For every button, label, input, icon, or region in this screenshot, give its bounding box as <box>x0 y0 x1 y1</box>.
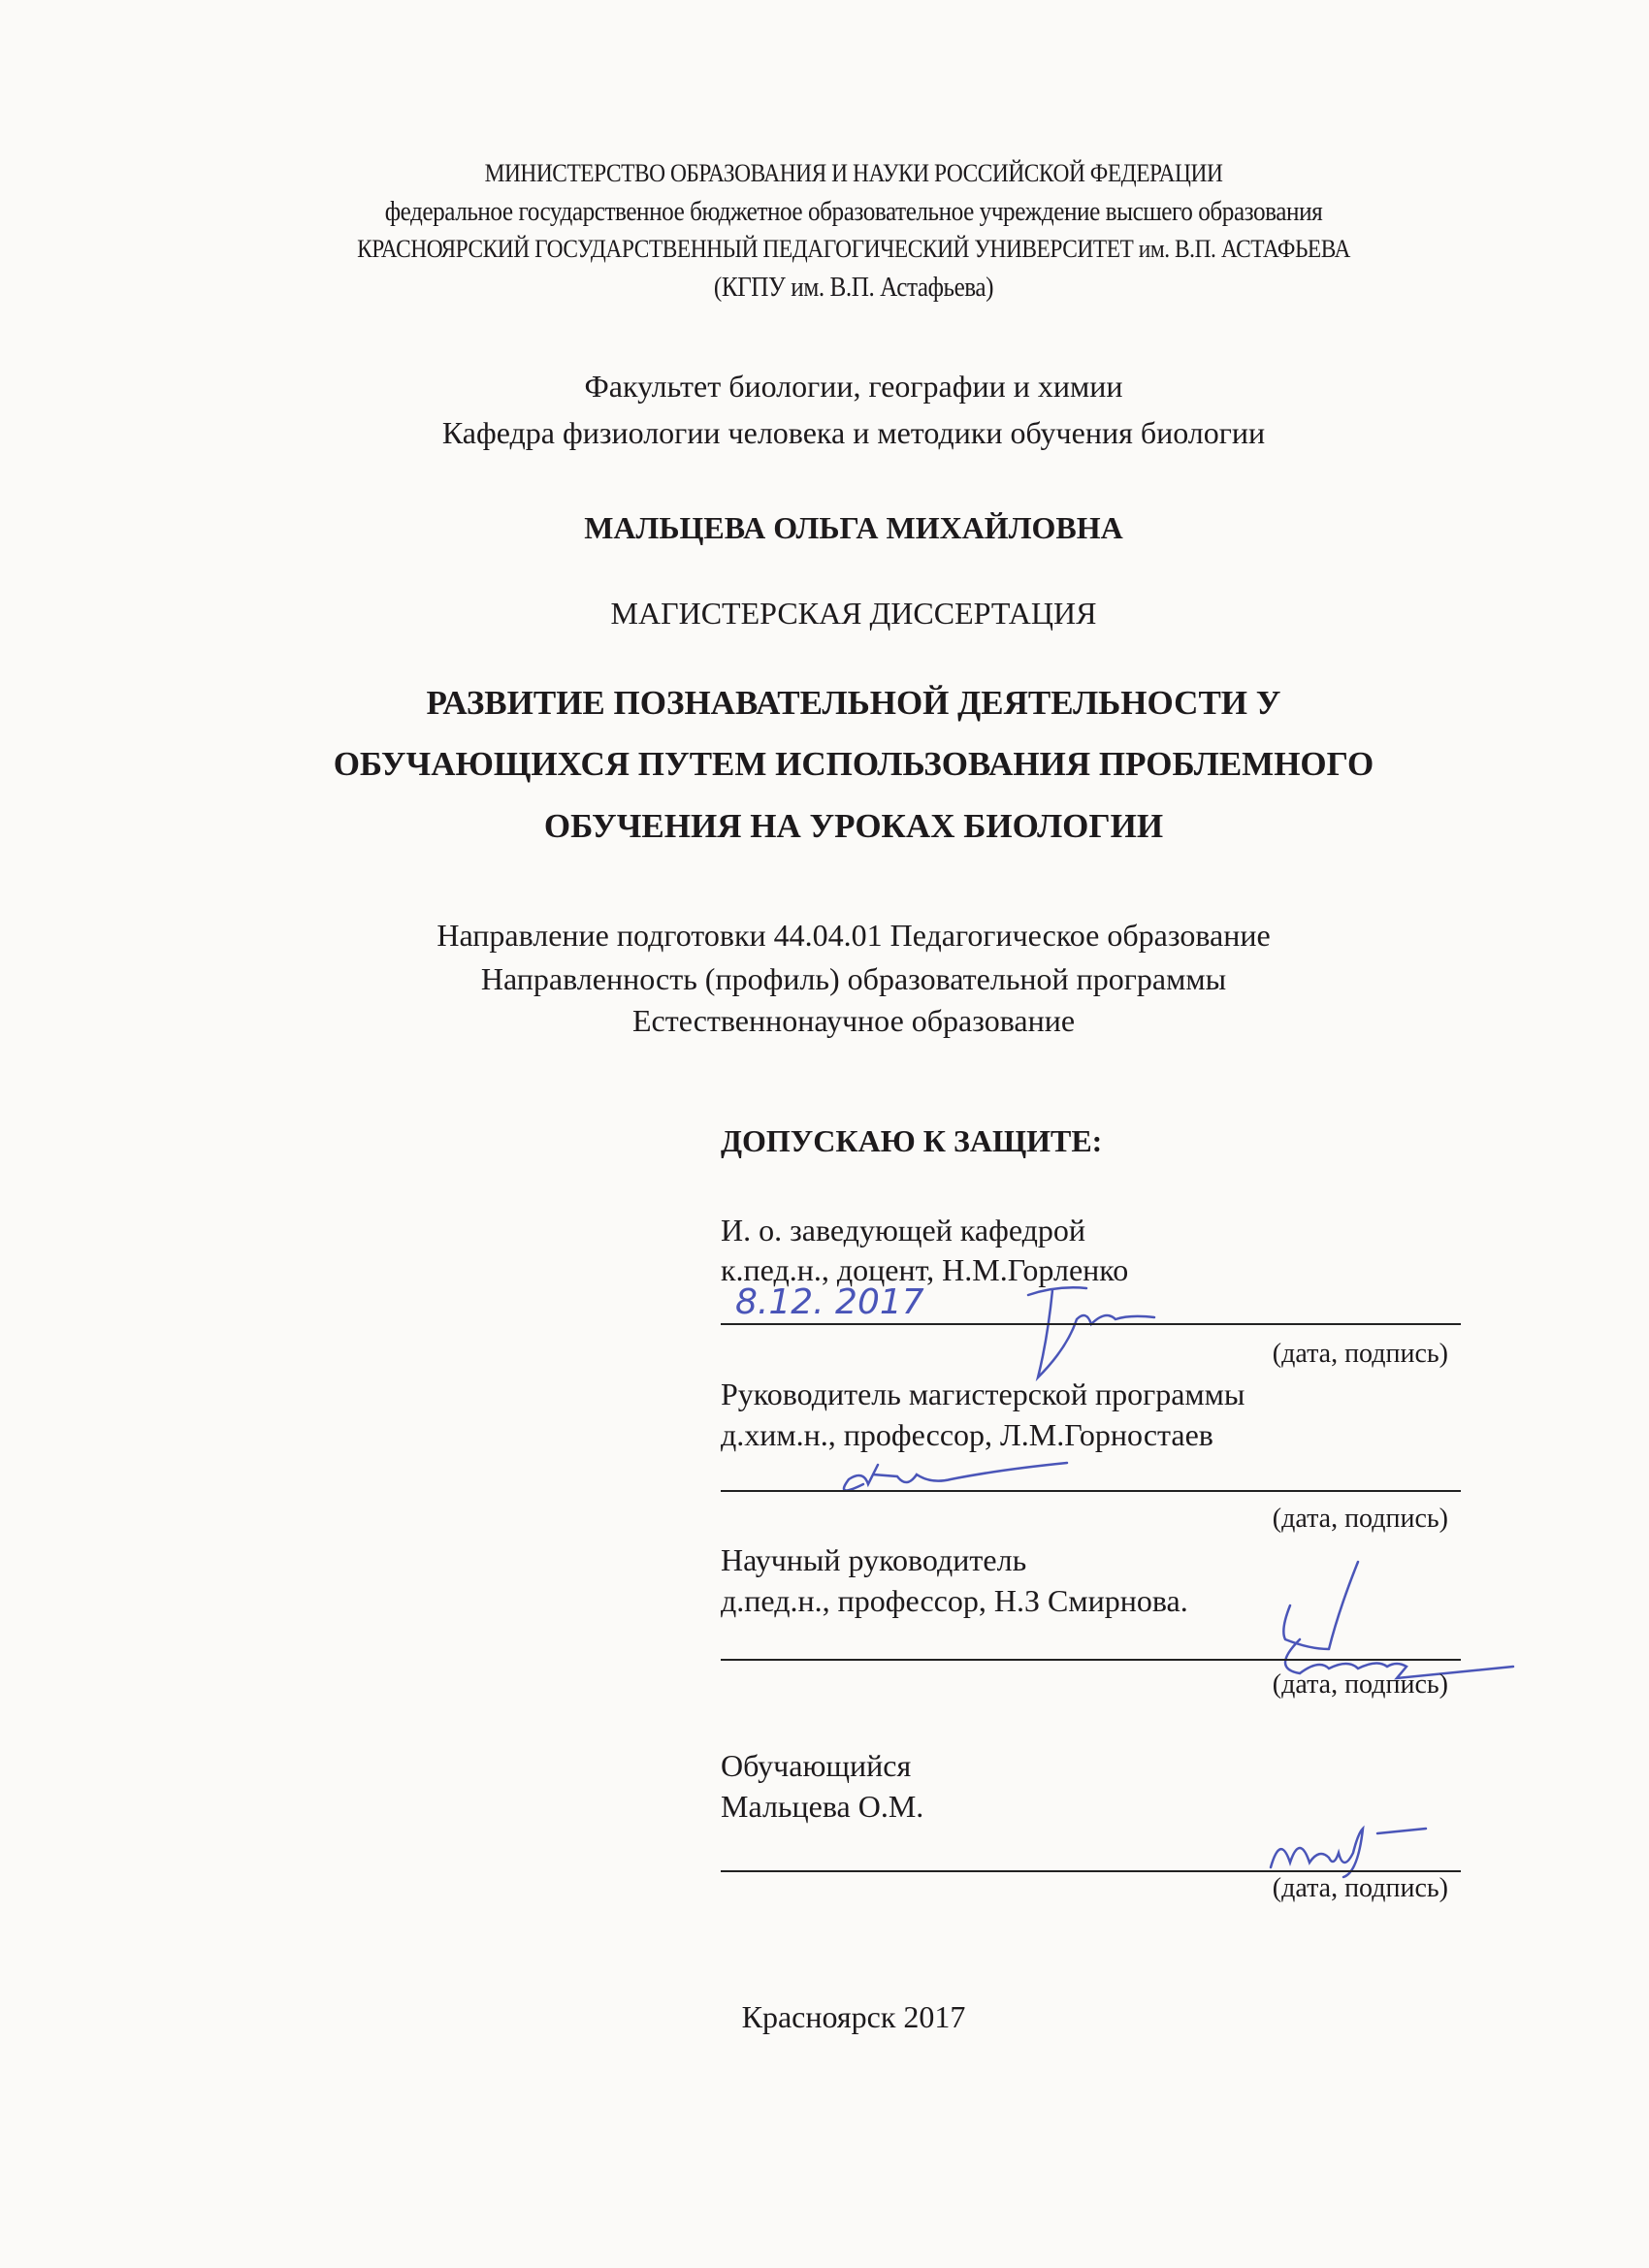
signatory-role: Обучающийся <box>721 1748 912 1783</box>
signatory-person: д.хим.н., профессор, Л.М.Горностаев <box>721 1417 1213 1452</box>
city-year: Красноярск 2017 <box>741 1999 966 2034</box>
signature-line <box>721 1870 1461 1872</box>
caption: (дата, подпись) <box>1272 1339 1448 1369</box>
signature-line <box>721 1490 1461 1492</box>
handwritten-date: 8.12. 2017 <box>735 1282 924 1322</box>
title-line: ОБУЧЕНИЯ НА УРОКАХ БИОЛОГИИ <box>543 807 1164 845</box>
signature-line <box>721 1323 1461 1325</box>
signatory-role: Научный руководитель <box>721 1542 1027 1577</box>
signature <box>1018 1280 1174 1387</box>
signatory-role: И. о. заведующей кафедрой <box>721 1213 1085 1247</box>
signature-line <box>721 1659 1461 1661</box>
signature <box>824 1455 1077 1504</box>
program-line: Естественнонаучное образование <box>631 1003 1076 1038</box>
department: Кафедра физиологии человека и методики обучения биологии <box>441 415 1266 450</box>
title-line: ОБУЧАЮЩИХСЯ ПУТЕМ ИСПОЛЬЗОВАНИЯ ПРОБЛЕМНОГО <box>333 745 1374 783</box>
caption: (дата, подпись) <box>1272 1669 1448 1700</box>
work-type: МАГИСТЕРСКАЯ ДИССЕРТАЦИЯ <box>610 596 1097 631</box>
program-line: Направление подготовки 44.04.01 Педагогическое образование <box>436 918 1271 953</box>
ministry: МИНИСТЕРСТВО ОБРАЗОВАНИЯ И НАУКИ РОССИЙСКОЙ ФЕДЕРАЦИИ <box>484 159 1223 187</box>
signatory-person: к.пед.н., доцент, Н.М.Горленко <box>721 1252 1129 1287</box>
author: МАЛЬЦЕВА ОЛЬГА МИХАЙЛОВНА <box>584 510 1123 545</box>
caption: (дата, подпись) <box>1272 1873 1448 1903</box>
university-short: (КГПУ им. В.П. Астафьева) <box>713 273 994 303</box>
signatory-role: Руководитель магистерской программы <box>721 1377 1245 1411</box>
university: КРАСНОЯРСКИЙ ГОСУДАРСТВЕННЫЙ ПЕДАГОГИЧЕСКИЙ УНИВЕРСИТЕТ им. В.П. АСТАФЬЕВА <box>357 235 1350 263</box>
caption: (дата, подпись) <box>1272 1504 1448 1534</box>
signatory-person: Мальцева О.М. <box>721 1789 924 1824</box>
program-line: Направленность (профиль) образовательной программы <box>480 961 1227 996</box>
signatory-person: д.пед.н., профессор, Н.З Смирнова. <box>721 1583 1188 1618</box>
institution-type: федеральное государственное бюджетное образовательное учреждение высшего образования <box>384 197 1323 227</box>
title-line: РАЗВИТИЕ ПОЗНАВАТЕЛЬНОЙ ДЕЯТЕЛЬНОСТИ У <box>426 684 1281 722</box>
faculty: Факультет биологии, географии и химии <box>584 369 1123 404</box>
approval-heading: ДОПУСКАЮ К ЗАЩИТЕ: <box>721 1123 1103 1158</box>
